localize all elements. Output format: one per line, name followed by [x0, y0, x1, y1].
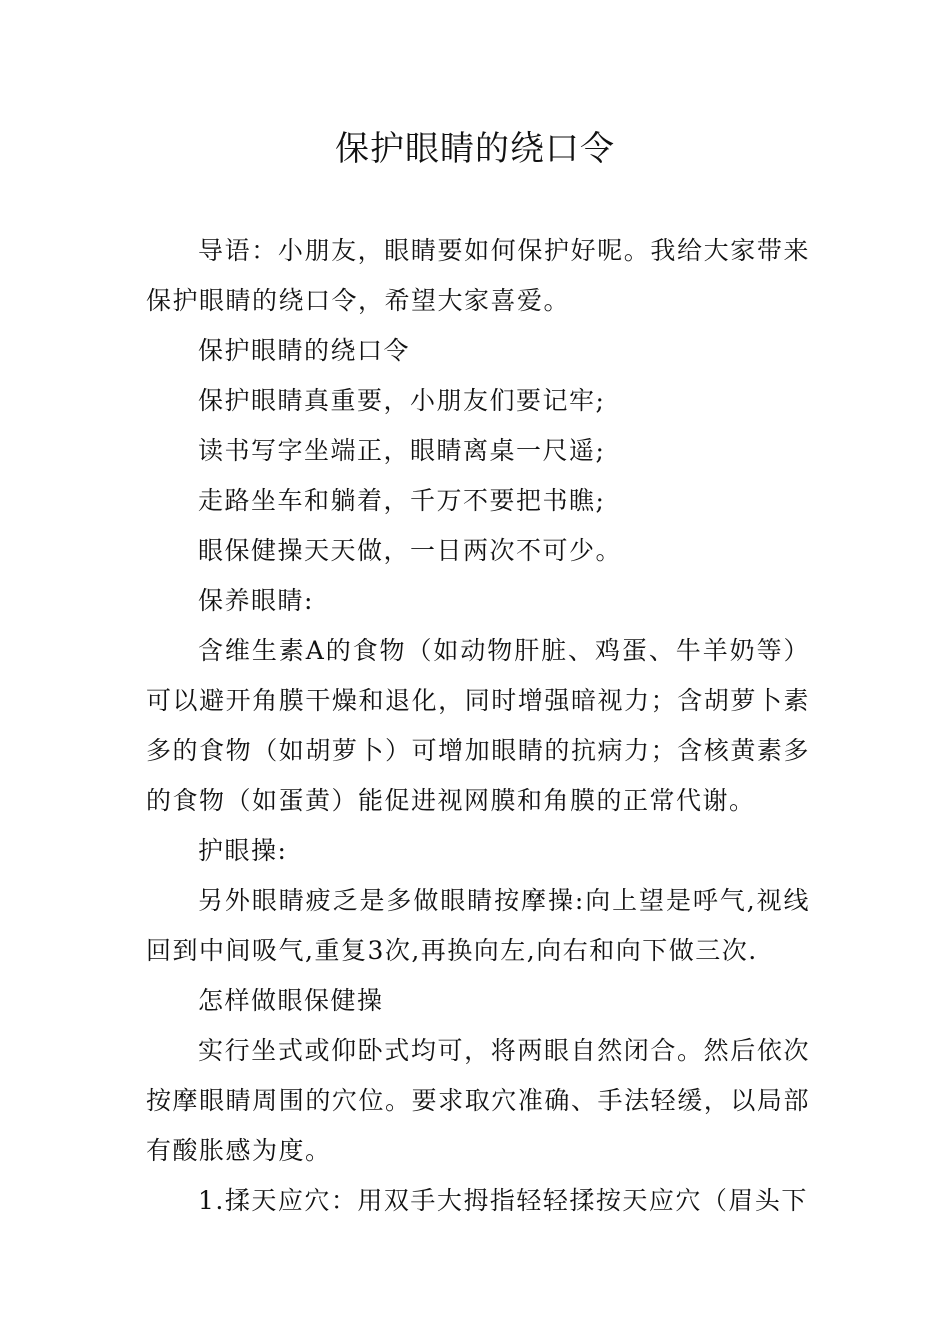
- step-one-paragraph: 1.揉天应穴：用双手大拇指轻轻揉按天应穴（眉头下: [198, 1186, 808, 1215]
- section-heading-eye-care: 保养眼睛:: [198, 586, 314, 615]
- intro-paragraph: 导语：小朋友，眼睛要如何保护好呢。我给大家带来保护眼睛的绕口令，希望大家喜爱。: [146, 236, 810, 315]
- document-body: [146, 226, 810, 1226]
- section-heading-tongue-twister: 保护眼睛的绕口令: [198, 336, 411, 365]
- section-heading-how-to: 怎样做眼保健操: [198, 986, 384, 1015]
- eye-exercise-paragraph: 另外眼睛疲乏是多做眼睛按摩操:向上望是呼气,视线回到中间吸气,重复3次,再换向左,向右和向下做三次.: [146, 886, 810, 965]
- how-to-paragraph: 实行坐式或仰卧式均可，将两眼自然闭合。然后依次按摩眼睛周围的穴位。要求取穴准确、手法轻缓，以局部有酸胀感为度。: [146, 1036, 810, 1165]
- verse-line: 保护眼睛真重要，小朋友们要记牢;: [198, 386, 606, 415]
- verse-line: 读书写字坐端正，眼睛离桌一尺遥;: [198, 436, 606, 465]
- nutrition-paragraph: 含维生素A的食物（如动物肝脏、鸡蛋、牛羊奶等）可以避开角膜干燥和退化，同时增强暗视力；含胡萝卜素多的食物（如胡萝卜）可增加眼睛的抗病力；含核黄素多的食物（如蛋黄）能促进视网膜和角膜的正常代谢。: [146, 636, 810, 815]
- verse-line: 眼保健操天天做，一日两次不可少。: [198, 536, 623, 565]
- section-heading-eye-exercise: 护眼操:: [198, 836, 288, 865]
- verse-line: 走路坐车和躺着，千万不要把书瞧;: [198, 486, 606, 515]
- document-title: 保护眼睛的绕口令: [335, 129, 615, 169]
